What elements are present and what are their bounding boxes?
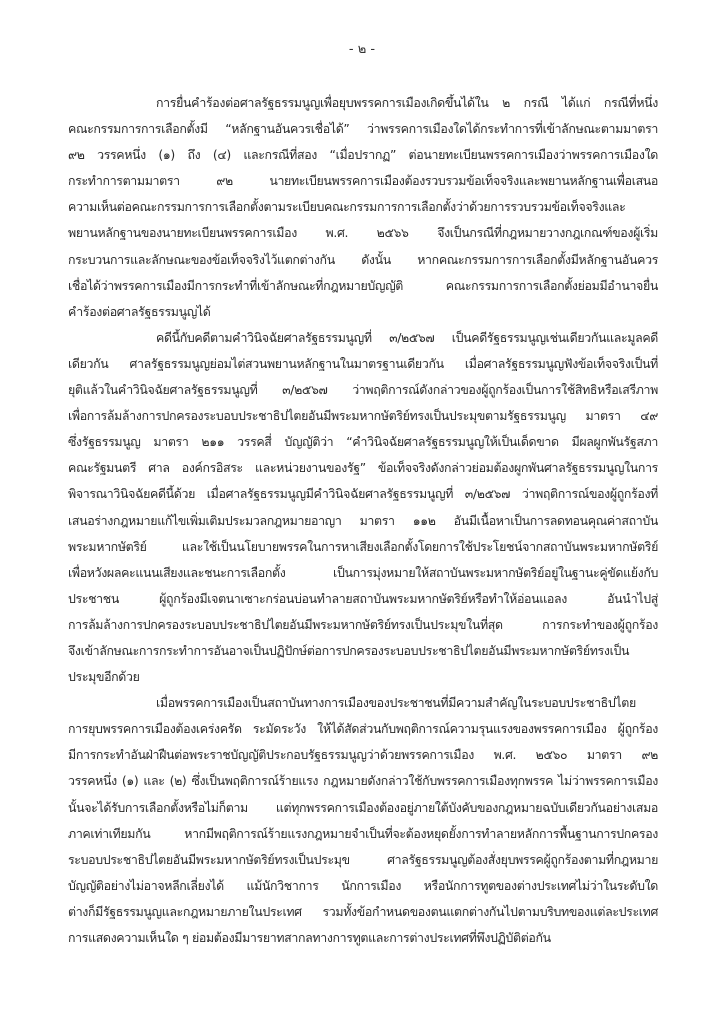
text-line: การยุบพรรคการเมืองต้องเคร่งครัด ระมัดระวัง ให้ได้สัดส่วนกับพฤติการณ์ความรุนแรงของพรรคการเมือง ผู้ถูกร้อง	[68, 721, 658, 737]
text-line: เสนอร่างกฎหมายแก้ไขเพิ่มเติมประมวลกฎหมายอาญา มาตรา ๑๑๒ อันมีเนื้อหาเป็นการลดทอนคุณค่าสถาบัน	[68, 512, 658, 528]
text-line: การล้มล้างการปกครองระบอบประชาธิปไตยอันมีพระมหากษัตริย์ทรงเป็นประมุขในที่สุด การกระทำของผู้ถูกร้อง	[68, 616, 658, 632]
text-line: ๙๒ วรรคหนึ่ง (๑) ถึง (๔) และกรณีที่สอง “เมื่อปรากฏ” ต่อนายทะเบียนพรรคการเมืองว่าพรรคการเมืองใด	[68, 147, 658, 163]
text-line: มีการกระทำอันฝ่าฝืนต่อพระราชบัญญัติประกอบรัฐธรรมนูญว่าด้วยพรรคการเมือง พ.ศ. ๒๕๖๐ มาตรา ๙๒	[68, 747, 658, 763]
text-line: ความเห็นต่อคณะกรรมการการเลือกตั้งตามระเบียบคณะกรรมการการเลือกตั้งว่าด้วยการรวบรวมข้อเท็จจริงและ	[68, 199, 626, 215]
text-line: คดีนี้กับคดีตามคำวินิจฉัยศาลรัฐธรรมนูญที่ ๓/๒๕๖๗ เป็นคดีรัฐธรรมนูญเช่นเดียวกันและมูลคดี	[156, 329, 658, 345]
text-line: การยื่นคำร้องต่อศาลรัฐธรรมนูญเพื่อยุบพรรคการเมืองเกิดขึ้นได้ใน ๒ กรณี ได้แก่ กรณีที่หนึ่ง	[156, 95, 658, 110]
paragraph-2	[68, 325, 658, 690]
text-line: เชื่อได้ว่าพรรคการเมืองมีการกระทำที่เข้าลักษณะที่กฎหมายบัญญัติ คณะกรรมการการเลือกตั้งย่อมมีอำนาจยื่น	[68, 277, 658, 293]
text-line: พยานหลักฐานของนายทะเบียนพรรคการเมือง พ.ศ. ๒๕๖๖ จึงเป็นกรณีที่กฎหมายวางกฎเกณฑ์ของผู้เริ่ม	[68, 225, 658, 241]
text-line: คณะกรรมการการเลือกตั้งมี “หลักฐานอันควรเชื่อได้” ว่าพรรคการเมืองใดได้กระทำการที่เข้าลักษณะตามมาตรา	[68, 121, 658, 137]
page-number: - ๒ -	[348, 42, 376, 57]
text-line: ซึ่งรัฐธรรมนูญ มาตรา ๒๑๑ วรรคสี่ บัญญัติว่า “คำวินิจฉัยศาลรัฐธรรมนูญให้เป็นเด็ดขาด มีผลผูกพันรัฐสภา	[68, 434, 658, 450]
text-line: กระบวนการและลักษณะของข้อเท็จจริงไว้แตกต่างกัน ดังนั้น หากคณะกรรมการการเลือกตั้งมีหลักฐานอันควร	[68, 251, 658, 267]
text-line: ต่างก็มีรัฐธรรมนูญและกฎหมายภายในประเทศ รวมทั้งข้อกำหนดของตนแตกต่างกันไปตามบริบทของแต่ละประเทศ	[68, 903, 658, 919]
text-line: กระทำการตามมาตรา ๙๒ นายทะเบียนพรรคการเมืองต้องรวบรวมข้อเท็จจริงและพยานหลักฐานเพื่อเสนอ	[68, 173, 658, 189]
text-line: เพื่อหวังผลคะแนนเสียงและชนะการเลือกตั้ง เป็นการมุ่งหมายให้สถาบันพระมหากษัตริย์อยู่ในฐานะคู่ขัดแย้งกับ	[68, 564, 658, 580]
text-line: ระบอบประชาธิปไตยอันมีพระมหากษัตริย์ทรงเป็นประมุข ศาลรัฐธรรมนูญต้องสั่งยุบพรรคผู้ถูกร้องตามที่กฎหมาย	[68, 851, 658, 867]
text-line: คณะรัฐมนตรี ศาล องค์กรอิสระ และหน่วยงานของรัฐ” ข้อเท็จจริงดังกล่าวย่อมต้องผูกพันศาลรัฐธรรมนูญในการ	[68, 460, 658, 476]
text-line: วรรคหนึ่ง (๑) และ (๒) ซึ่งเป็นพฤติการณ์ร้ายแรง กฎหมายดังกล่าวใช้กับพรรคการเมืองทุกพรรค ไม่ว่าพรรคการเมือง	[68, 773, 658, 789]
text-line: พระมหากษัตริย์ และใช้เป็นนโยบายพรรคในการหาเสียงเลือกตั้งโดยการใช้ประโยชน์จากสถาบันพระมหากษัตริย์	[68, 538, 658, 554]
text-line: ประชาชน ผู้ถูกร้องมีเจตนาเซาะกร่อนบ่อนทำลายสถาบันพระมหากษัตริย์หรือทำให้อ่อนแอลง อันนำไปสู่	[68, 590, 658, 606]
document-body	[68, 90, 658, 951]
text-line: การแสดงความเห็นใด ๆ ย่อมต้องมีมารยาทสากลทางการทูตและการต่างประเทศที่พึงปฏิบัติต่อกัน	[68, 930, 551, 945]
text-line: เมื่อพรรคการเมืองเป็นสถาบันทางการเมืองของประชาชนที่มีความสำคัญในระบอบประชาธิปไตย	[156, 695, 636, 711]
text-line: ยุติแล้วในคำวินิจฉัยศาลรัฐธรรมนูญที่ ๓/๒๕๖๗ ว่าพฤติการณ์ดังกล่าวของผู้ถูกร้องเป็นการใช้สิทธิหรือเสรีภาพ	[68, 382, 658, 398]
text-line: เพื่อการล้มล้างการปกครองระบอบประชาธิปไตยอันมีพระมหากษัตริย์ทรงเป็นประมุขตามรัฐธรรมนูญ มาตรา ๔๙	[68, 408, 658, 424]
text-line: ภาคเท่าเทียมกัน หากมีพฤติการณ์ร้ายแรงกฎหมายจำเป็นที่จะต้องหยุดยั้งการทำลายหลักการพื้นฐานการปกครอง	[68, 825, 658, 841]
text-line: จึงเข้าลักษณะการกระทำการอันอาจเป็นปฏิปักษ์ต่อการปกครองระบอบประชาธิปไตยอันมีพระมหากษัตริย์ทรงเป็น	[68, 642, 630, 658]
text-line: นั้นจะได้รับการเลือกตั้งหรือไม่ก็ตาม แต่ทุกพรรคการเมืองต้องอยู่ภายใต้บังคับของกฎหมายฉบับเดียวกันอย่างเสมอ	[68, 799, 658, 815]
text-line: คำร้องต่อศาลรัฐธรรมนูญได้	[68, 303, 211, 319]
text-line: เดียวกัน ศาลรัฐธรรมนูญย่อมไต่สวนพยานหลักฐานในมาตรฐานเดียวกัน เมื่อศาลรัฐธรรมนูญฟังข้อเท็จจริงเป็นที่	[68, 355, 658, 371]
text-line: ประมุขอีกด้วย	[68, 669, 140, 685]
text-line: บัญญัติอย่างไม่อาจหลีกเลี่ยงได้ แม้นักวิชาการ นักการเมือง หรือนักการทูตของต่างประเทศไม่ว่าในระดับใด	[68, 877, 658, 893]
text-line: พิจารณาวินิจฉัยคดีนี้ด้วย เมื่อศาลรัฐธรรมนูญมีคำวินิจฉัยศาลรัฐธรรมนูญที่ ๓/๒๕๖๗ ว่าพฤติการณ์ของผู้ถูกร้องที่	[68, 486, 658, 502]
paragraph-1	[68, 90, 658, 325]
paragraph-3	[68, 690, 658, 951]
